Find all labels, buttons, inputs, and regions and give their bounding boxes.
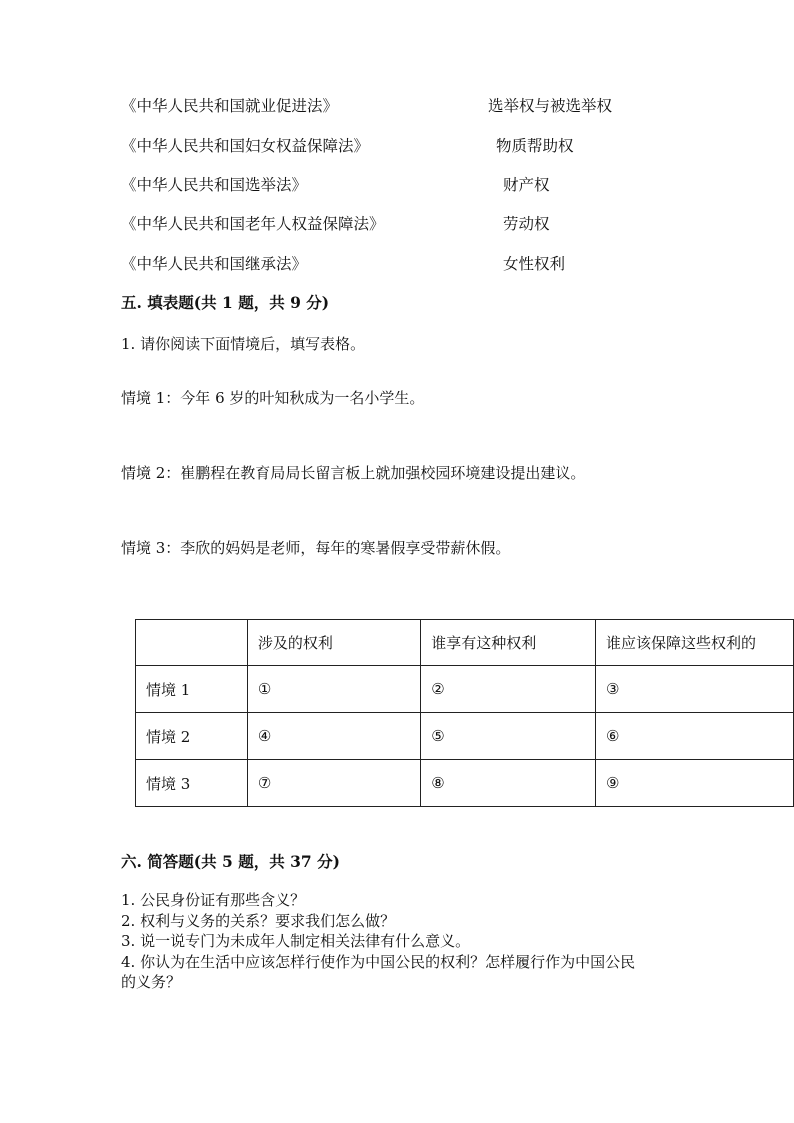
question-item: 4. 你认为在生活中应该怎样行使作为中国公民的权利？怎样履行作为中国公民 (121, 952, 636, 971)
table-row-label: 情境 3 (136, 760, 248, 807)
table-row (136, 666, 794, 713)
question-item: 2. 权利与义务的关系？要求我们怎么做？ (121, 911, 396, 930)
match-law: 《中华人民共和国就业促进法》 (121, 97, 339, 115)
scenario-text: 情境 1：今年 6 岁的叶知秋成为一名小学生。 (121, 389, 425, 407)
table-cell: ⑤ (421, 713, 596, 760)
match-row (121, 135, 761, 157)
match-row (121, 174, 761, 196)
scenario-text: 情境 2：崔鹏程在教育局局长留言板上就加强校园环境建设提出建议。 (121, 464, 586, 482)
match-right-item: 女性权利 (503, 255, 566, 273)
table-row (136, 713, 794, 760)
table-header-cell: 谁应该保障这些权利的 (595, 620, 793, 666)
match-right-item: 物质帮助权 (496, 137, 574, 155)
match-row (121, 95, 761, 117)
match-right-item: 劳动权 (503, 215, 550, 233)
question-text: 1. 请你阅读下面情境后，填写表格。 (121, 335, 366, 353)
table-row (136, 760, 794, 807)
table-cell: ① (247, 666, 420, 713)
table-cell: ⑥ (595, 713, 793, 760)
table-cell: ④ (247, 713, 420, 760)
question-list (121, 890, 681, 993)
section-title: 五. 填表题(共 1 题，共 9 分) (121, 293, 330, 312)
table-header-cell: 涉及的权利 (247, 620, 420, 666)
match-law: 《中华人民共和国选举法》 (121, 176, 308, 194)
scenario-text: 情境 3：李欣的妈妈是老师，每年的寒暑假享受带薪休假。 (121, 539, 511, 557)
table-cell: ⑨ (595, 760, 793, 807)
match-law: 《中华人民共和国继承法》 (121, 255, 308, 273)
section-title: 六. 简答题(共 5 题，共 37 分) (121, 852, 340, 871)
table-row-label: 情境 2 (136, 713, 248, 760)
question-item: 1. 公民身份证有那些含义？ (121, 891, 306, 909)
fill-table (135, 619, 794, 807)
match-right-item: 财产权 (503, 176, 550, 194)
match-law: 《中华人民共和国妇女权益保障法》 (121, 137, 370, 155)
table-header-cell: 谁享有这种权利 (421, 620, 596, 666)
question-item: 3. 说一说专门为未成年人制定相关法律有什么意义。 (121, 932, 471, 950)
match-row (121, 213, 761, 235)
table-header-cell (136, 620, 248, 666)
table-cell: ⑦ (247, 760, 420, 807)
table-cell: ⑧ (421, 760, 596, 807)
match-row (121, 253, 761, 275)
table-header-row (136, 620, 794, 666)
table-cell: ② (421, 666, 596, 713)
table-row-label: 情境 1 (136, 666, 248, 713)
question-item: 的义务？ (121, 973, 182, 991)
match-law: 《中华人民共和国老年人权益保障法》 (121, 215, 385, 233)
match-right-item: 选举权与被选举权 (488, 97, 613, 115)
table-cell: ③ (595, 666, 793, 713)
